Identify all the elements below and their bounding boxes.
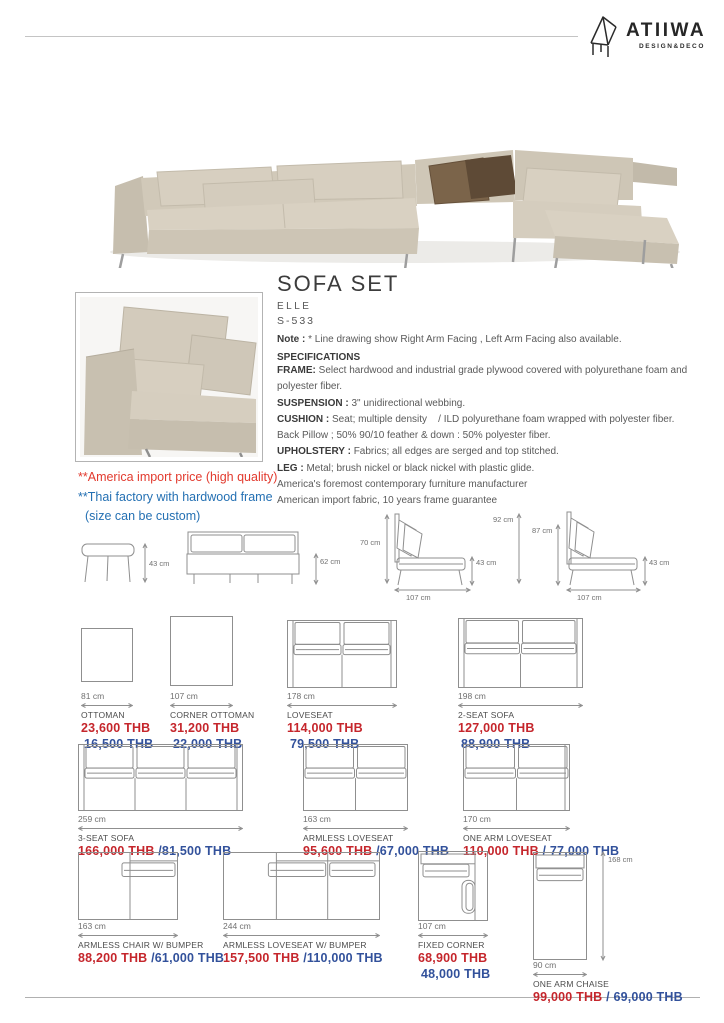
product-dim: 170 cm [463, 814, 491, 824]
dim-chair-side-tall [527, 506, 677, 604]
product-cell [170, 691, 254, 751]
width-arrow [170, 702, 233, 709]
brand-tagline: DESIGN&DECO [639, 43, 705, 50]
note-line [277, 334, 705, 345]
spec-text: American import fabric, 10 years frame guarantee [277, 495, 498, 507]
import-note-custom: (size can be custom) [85, 509, 201, 523]
spec-label: LEG : [277, 462, 307, 474]
note-text: * Line drawing show Right Arm Facing , Left Arm Facing also available. [308, 334, 622, 345]
spec-line [277, 396, 705, 412]
brand-logo [588, 12, 713, 60]
width-arrow [303, 825, 408, 832]
detail-sofa-photo [80, 297, 258, 457]
width-arrow [78, 825, 243, 832]
product-price-import: 88,200 THB [78, 951, 148, 965]
product-price-thai: 79,500 THB [290, 736, 360, 751]
collection-name: ELLE [277, 301, 312, 312]
product-drawing-square [170, 616, 233, 686]
price-separator: / [538, 844, 550, 858]
product-cell [458, 691, 583, 751]
spec-label: UPHOLSTERY : [277, 446, 354, 458]
detail-photo-frame [75, 292, 263, 462]
product-name: ARMLESS LOVESEAT [303, 833, 394, 843]
product-name: CORNER OTTOMAN [170, 710, 255, 720]
atiiwa-chair-logo-icon [588, 12, 622, 58]
product-price-line [223, 952, 383, 966]
spec-label: SUSPENSION : [277, 397, 352, 409]
spec-list [277, 363, 705, 510]
product-name: 2-SEAT SOFA [458, 710, 515, 720]
model-number: S-533 [277, 315, 316, 327]
product-price-import: 110,000 THB [463, 844, 539, 858]
specs-heading: SPECIFICATIONS [277, 352, 361, 363]
svg-text:43 cm: 43 cm [149, 559, 170, 568]
product-price-thai: 16,500 THB [84, 736, 154, 751]
product-dim: 244 cm [223, 921, 251, 931]
product-drawing-bumper [223, 852, 380, 920]
dim-chair-side [358, 506, 498, 604]
product-name: ONE ARM LOVESEAT [463, 833, 553, 843]
product-dim: 90 cm [533, 960, 557, 970]
product-dim: 163 cm [303, 814, 331, 824]
product-name: LOVESEAT [287, 710, 333, 720]
product-dim: 178 cm [287, 691, 315, 701]
width-arrow [223, 932, 380, 939]
product-price-import: 114,000 THB [287, 721, 363, 735]
product-cell [81, 691, 153, 751]
dim-total-height-arrow [489, 506, 523, 590]
spec-text: Seat; multiple density / ILD polyurethane foam wrapped with polyester fiber. [332, 413, 675, 425]
spec-text: Select hardwood and industrial grade plywood covered with polyurethane foam and polyester fiber. [277, 365, 691, 393]
product-drawing-bumper [78, 852, 178, 920]
brand-name: ATIIWA [626, 20, 707, 41]
price-separator: / [372, 844, 380, 858]
svg-text:70 cm: 70 cm [360, 538, 381, 547]
price-separator: / [154, 844, 162, 858]
product-name: ONE ARM CHAISE [533, 979, 610, 989]
import-note-thai: **Thai factory with hardwood frame [78, 489, 273, 504]
svg-text:168 cm: 168 cm [608, 855, 633, 864]
product-dim: 107 cm [418, 921, 446, 931]
spec-line [277, 477, 705, 493]
width-arrow [78, 932, 178, 939]
product-drawing-chaise [533, 852, 587, 960]
width-arrow [533, 971, 587, 978]
product-price-thai: 67,000 THB [379, 844, 450, 858]
page-title: SOFA SET [277, 271, 400, 296]
price-separator: / [299, 951, 307, 965]
header-rule [25, 36, 578, 37]
product-price-thai: 48,000 THB [421, 966, 491, 981]
product-drawing-sofa [463, 744, 570, 811]
product-drawing-sofa [303, 744, 408, 811]
spec-line [277, 428, 705, 444]
product-dim: 107 cm [170, 691, 198, 701]
spec-line [277, 412, 705, 428]
product-price-import: 99,000 THB [533, 990, 603, 1004]
product-cell [533, 960, 683, 1005]
svg-text:43 cm: 43 cm [476, 558, 497, 567]
spec-text: Fabrics; all edges are serged and top stitched. [353, 446, 559, 458]
product-drawing-sofa [458, 618, 583, 688]
product-cell [78, 921, 224, 966]
spec-line [277, 461, 705, 477]
product-price-thai: 77,000 THB [549, 844, 620, 858]
dim-ottoman-side [78, 538, 178, 588]
product-drawing-sofa [78, 744, 243, 811]
product-price-thai: 22,000 THB [173, 736, 243, 751]
product-price-line [78, 952, 224, 966]
product-name: ARMLESS CHAIR W/ BUMPER [78, 940, 204, 950]
product-price-line [533, 991, 683, 1005]
product-drawing-corner [418, 851, 488, 921]
import-note-america: **America import price (high quality) [78, 470, 278, 484]
chaise-height-arrow [598, 850, 638, 964]
product-drawing-sofa [287, 620, 397, 688]
svg-text:43 cm: 43 cm [649, 558, 670, 567]
import-notes [78, 468, 277, 527]
product-price-thai: 61,000 THB [154, 951, 225, 965]
product-dim: 81 cm [81, 691, 105, 701]
product-cell [418, 921, 490, 981]
product-cell [223, 921, 383, 966]
note-label: Note : [277, 334, 309, 345]
spec-text: 3" unidirectional webbing. [351, 397, 466, 409]
product-price-import: 23,600 THB [81, 721, 151, 735]
width-arrow [463, 825, 570, 832]
hero-sofa-photo [85, 78, 685, 268]
product-dim: 198 cm [458, 691, 486, 701]
width-arrow [458, 702, 583, 709]
product-dim: 163 cm [78, 921, 106, 931]
product-name: FIXED CORNER [418, 940, 485, 950]
product-name: ARMLESS LOVESEAT W/ BUMPER [223, 940, 367, 950]
svg-text:62 cm: 62 cm [320, 557, 341, 566]
product-drawing-square [81, 628, 133, 682]
product-cell [287, 691, 397, 751]
product-price-thai: 88,900 THB [461, 736, 531, 751]
width-arrow [418, 932, 488, 939]
svg-text:92 cm: 92 cm [493, 515, 514, 524]
product-price-thai: 69,000 THB [613, 990, 683, 1004]
spec-label: FRAME: [277, 365, 319, 376]
product-price-import: 157,500 THB [223, 951, 300, 965]
svg-text:107 cm: 107 cm [577, 593, 602, 602]
width-arrow [287, 702, 397, 709]
width-arrow [81, 702, 133, 709]
product-price-import: 127,000 THB [458, 721, 535, 735]
svg-text:87 cm: 87 cm [532, 526, 553, 535]
product-price-import: 166,000 THB [78, 844, 155, 858]
product-dim: 259 cm [78, 814, 106, 824]
spec-line [277, 363, 705, 396]
dim-sofa-front [186, 526, 344, 588]
price-separator: / [602, 990, 614, 1004]
spec-label: CUSHION : [277, 413, 332, 425]
spec-line [277, 444, 705, 460]
product-price-import: 31,200 THB [170, 721, 240, 735]
product-name: 3-SEAT SOFA [78, 833, 135, 843]
spec-text: America's foremost contemporary furniture manufacturer [277, 479, 528, 491]
price-separator: / [147, 951, 155, 965]
product-name: OTTOMAN [81, 710, 125, 720]
svg-text:107 cm: 107 cm [406, 593, 431, 602]
spec-text: Back Pillow ; 50% 90/10 feather & down : 50% polyester fiber. [277, 430, 551, 442]
product-price-import: 95,600 THB [303, 844, 373, 858]
title-block [277, 272, 705, 510]
product-price-thai: 110,000 THB [306, 951, 383, 965]
product-price-import: 68,900 THB [418, 951, 488, 965]
product-price-thai: 81,500 THB [161, 844, 232, 858]
spec-text: Metal; brush nickel or black nickel with plastic glide. [306, 462, 535, 474]
